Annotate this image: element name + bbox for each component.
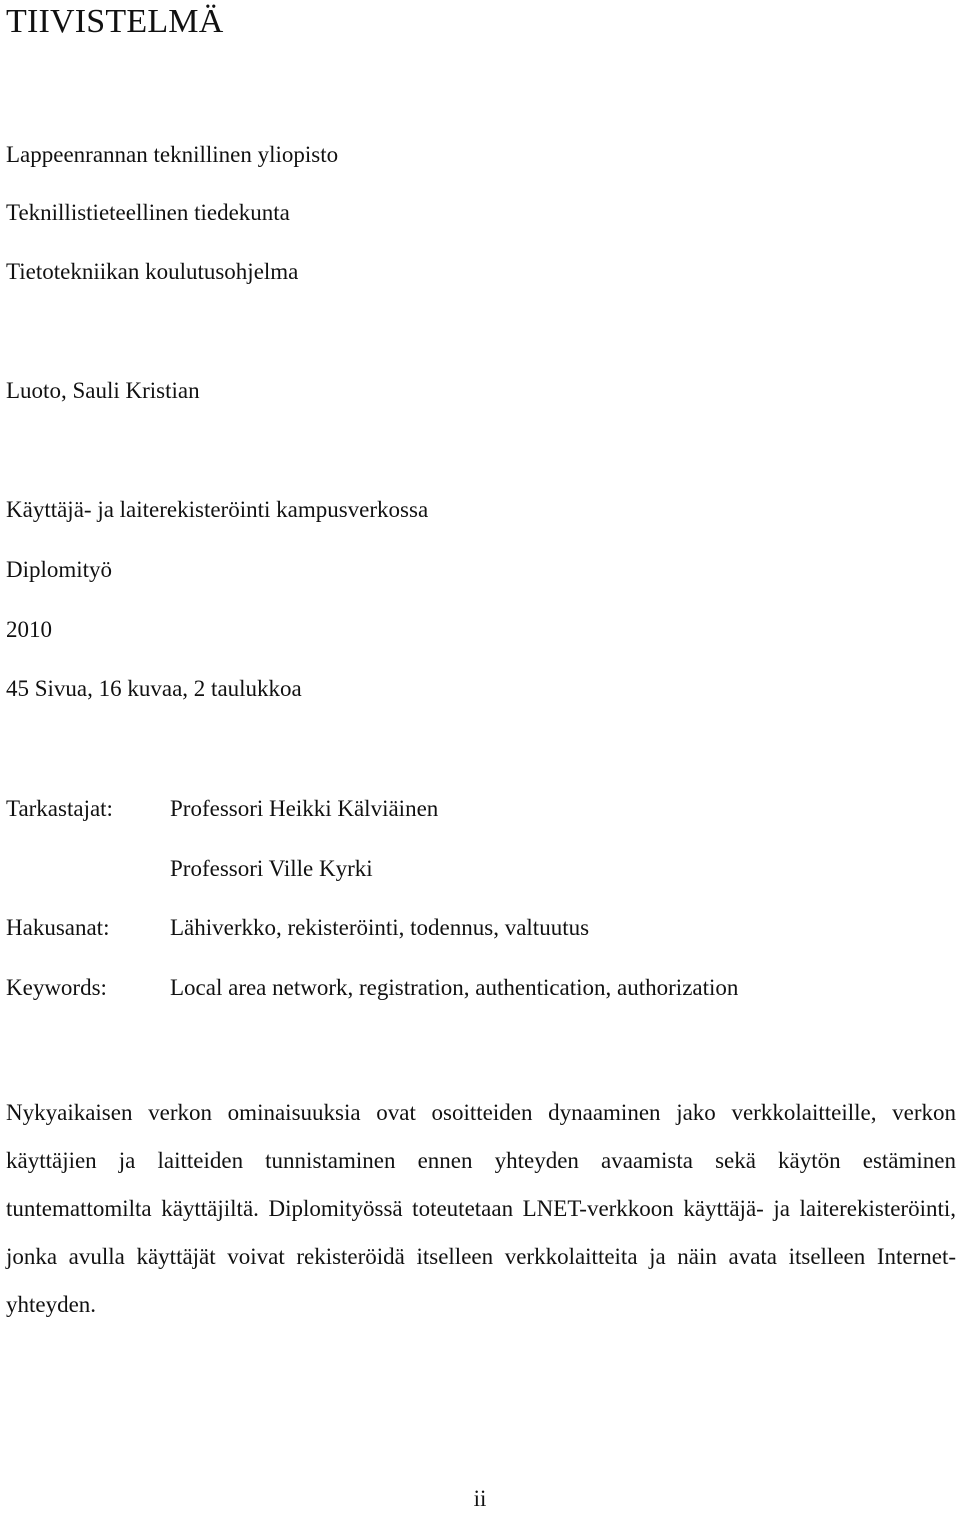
page-number: ii [473,1486,487,1511]
keywords-en: Local area network, registration, authentication, authorization [170,975,739,1000]
faculty-name: Teknillistieteellinen tiedekunta [6,200,290,225]
keywords-en-label: Keywords: [6,975,107,1000]
thesis-extent: 45 Sivua, 16 kuvaa, 2 taulukkoa [6,676,302,701]
author-name: Luoto, Sauli Kristian [6,378,200,403]
examiner-1: Professori Heikki Kälviäinen [170,796,439,821]
abstract-text: Nykyaikaisen verkon ominaisuuksia ovat osoitteiden dynaaminen jako verkkolaitteille, verkon käyttäjien ja laitteiden tunnistaminen ennen yhteyden avaamista sekä käytön estäminen tuntemattomilta käyttäjiltä. Diplomityössä toteutetaan LNET-verkkoon käyttäjä- ja laiterekisteröinti, jonka avulla käyttäjät voivat rekisteröidä itselleen verkkolaitteita ja näin avata itselleen Internet-yhteyden. [6,1100,956,1317]
degree-programme: Tietotekniikan koulutusohjelma [6,259,299,284]
thesis-year: 2010 [6,617,52,642]
thesis-title: Käyttäjä- ja laiterekisteröinti kampusverkossa [6,497,429,522]
examiner-2: Professori Ville Kyrki [170,856,373,881]
university-name: Lappeenrannan teknillinen yliopisto [6,142,339,167]
keywords-fi-label: Hakusanat: [6,915,110,940]
keywords-fi: Lähiverkko, rekisteröinti, todennus, valtuutus [170,915,590,940]
examiners-label: Tarkastajat: [6,796,113,821]
thesis-type: Diplomityö [6,557,113,582]
page-title: TIIVISTELMÄ [6,3,224,40]
